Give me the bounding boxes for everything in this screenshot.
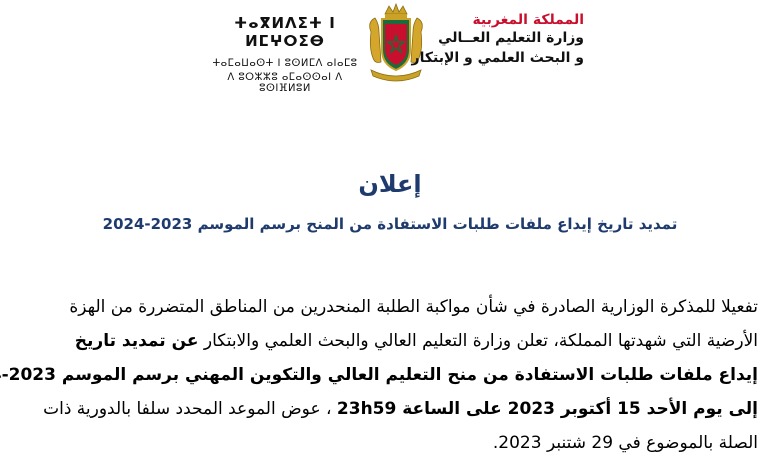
body-text-bold: إلى يوم الأحد 15 أكتوبر 2023 على الساعة 23h59 <box>336 399 758 419</box>
tifinagh-ministry-line2: ⴷ ⵓⵔⵣⵣⵓ ⴰⵎⴰⵙⵙⴰⵏ ⴷ ⵓⵙⵏⴼⵍⵓⵍ <box>227 72 343 94</box>
announcement-subtitle: تمديد تاريخ إيداع ملفات طلبات الاستفادة من المنح برسم الموسم 2023-2024 <box>102 215 678 233</box>
tifinagh-kingdom: ⵜⴰⴳⵍⴷⵉⵜ ⵏ ⵍⵎⵖⵔⵉⴱ <box>234 14 336 50</box>
body-text-regular: الأرضية التي شهدتها المملكة، تعلن وزارة التعليم العالي والبحث العلمي والابتكار <box>198 331 758 351</box>
body-line <box>36 324 758 358</box>
kingdom-name: المملكة المغربية <box>472 12 584 28</box>
body-line <box>36 392 758 426</box>
announcement-title: إعلان <box>358 170 422 198</box>
body-text-regular: ، عوض الموعد المحدد سلفا بالدورية ذات <box>43 399 337 419</box>
letterhead <box>0 0 780 100</box>
body-text-bold: عن تمديد تاريخ <box>74 331 199 351</box>
body-line: الصلة بالموضوع في 29 شتنبر 2023. <box>492 433 758 453</box>
ministry-line2: و البحث العلمي و الإبتكار <box>411 50 584 66</box>
ministry-name <box>412 12 584 68</box>
ministry-line1: وزارة التعليم العــالي <box>438 30 584 46</box>
tifinagh-ministry-line1: ⵜⴰⵎⴰⵡⴰⵙⵜ ⵏ ⵓⵙⵍⵎⴷ ⴰⵏⴰⵎⵓ <box>212 58 358 69</box>
body-line-bold: إيداع ملفات طلبات الاستفادة من منح التعليم العالي والتكوين المهني برسم الموسم 2023- <box>1 365 758 385</box>
body-line: تفعيلا للمذكرة الوزارية الصادرة في شأن مواكبة الطلبة المنحدرين من المناطق المتضررة من الهزة <box>69 297 758 317</box>
announcement-body <box>1 290 758 460</box>
tifinagh-ministry-name <box>200 14 370 94</box>
